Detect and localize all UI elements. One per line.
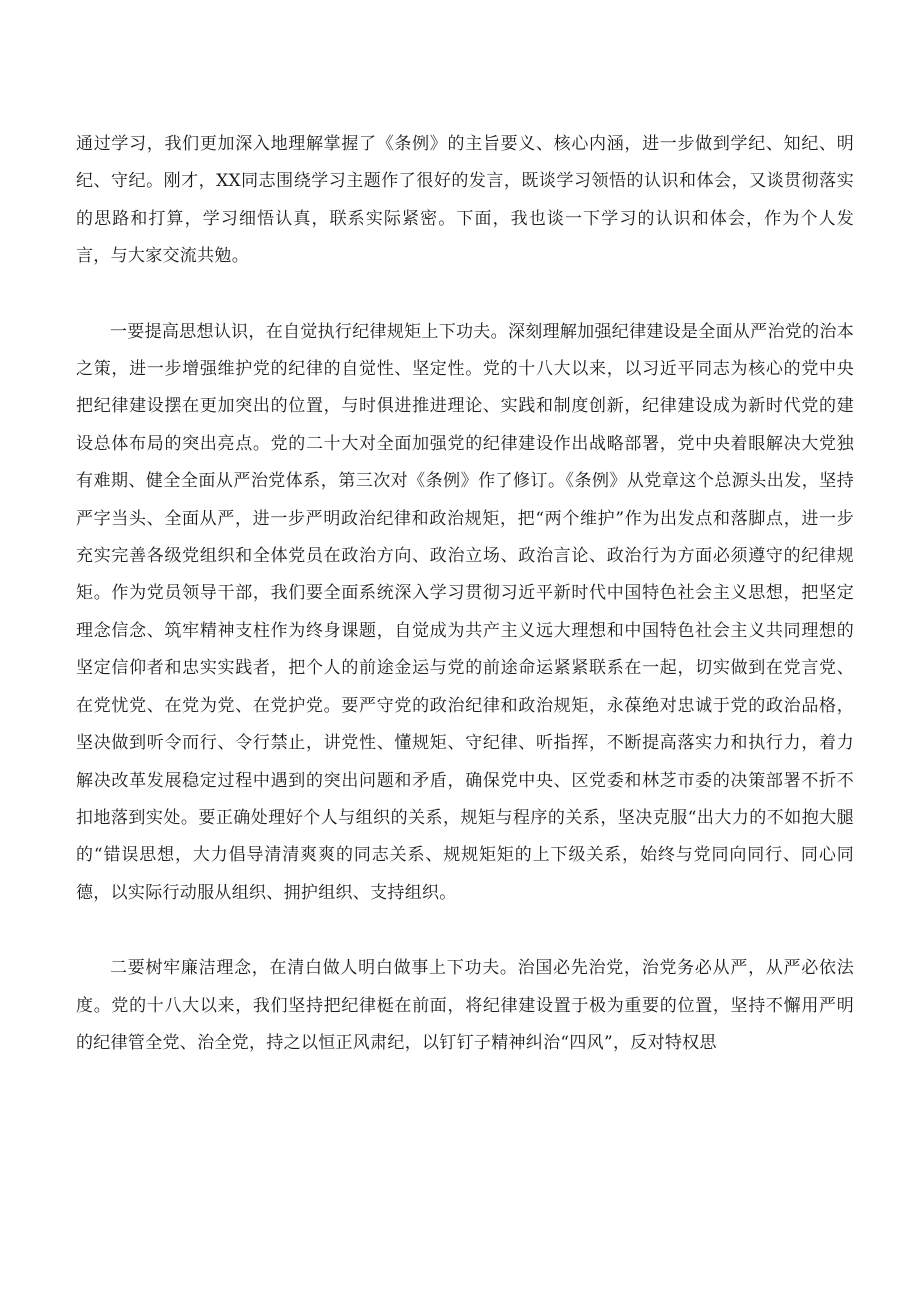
- paragraph-intro: 通过学习，我们更加深入地理解掌握了《条例》的主旨要义、核心内涵，进一步做到学纪、知纪、明纪、守纪。刚才，XX同志围绕学习主题作了很好的发言，既谈学习领悟的认识和体会，又谈贯彻落实的思路和打算，学习细悟认真，联系实际紧密。下面，我也谈一下学习的认识和体会，作为个人发言，与大家交流共勉。: [76, 134, 854, 267]
- paragraph-point-two: 二要树牢廉洁理念，在清白做人明白做事上下功夫。治国必先治党，治党务必从严，从严必依法度。党的十八大以来，我们坚持把纪律梃在前面，将纪律建设置于极为重要的位置，坚持不懈用严明的纪律管全党、治全党，持之以恒正风肃纪，以钉钉子精神纠治“四风”，反对特权思: [76, 958, 854, 1053]
- paragraph-spacer: [76, 276, 854, 314]
- paragraph-spacer: [76, 912, 854, 950]
- paragraph-point-one: 一要提高思想认识，在自觉执行纪律规矩上下功夫。深刻理解加强纪律建设是全面从严治党的治本之策，进一步增强维护党的纪律的自觉性、坚定性。党的十八大以来，以习近平同志为核心的党中央把纪律建设摆在更加突出的位置，与时俱进推进理论、实践和制度创新，纪律建设成为新时代党的建设总体布局的突出亮点。党的二十大对全面加强党的纪律建设作出战略部署，党中央着眼解决大党独有难期、健全全面从严治党体系，第三次对《条例》作了修订。《条例》从党章这个总源头出发，坚持严字当头、全面从严，进一步严明政治纪律和政治规矩，把“两个维护”作为出发点和落脚点，进一步充实完善各级党组织和全体党员在政治方向、政治立场、政治言论、政治行为方面必须遵守的纪律规矩。作为党员领导干部，我们要全面系统深入学习贯彻习近平新时代中国特色社会主义思想，把坚定理念信念、筑牢精神支柱作为终身课题，自觉成为共产主义远大理想和中国特色社会主义共同理想的坚定信仰者和忠实实践者，把个人的前途金运与党的前途命运紧紧联系在一起，切实做到在党言党、在党忧党、在党为党、在党护党。要严守党的政治纪律和政治规矩，永葆绝对忠诚于党的政治品格，坚决做到听令而行、令行禁止，讲党性、懂规矩、守纪律、听指挥，不断提高落实力和执行力，着力解决改革发展稳定过程中遇到的突出问题和矛盾，确保党中央、区党委和林芝市委的决策部署不折不扣地落到实处。要正确处理好个人与组织的关系，规矩与程序的关系，坚决克服“出大力的不如抱大腿的“错误思想，大力倡导清清爽爽的同志关系、规规矩矩的上下级关系，始终与党同向同行、同心同德，以实际行动服从组织、拥护组织、支持组织。: [76, 321, 854, 903]
- document-body: [76, 126, 854, 1062]
